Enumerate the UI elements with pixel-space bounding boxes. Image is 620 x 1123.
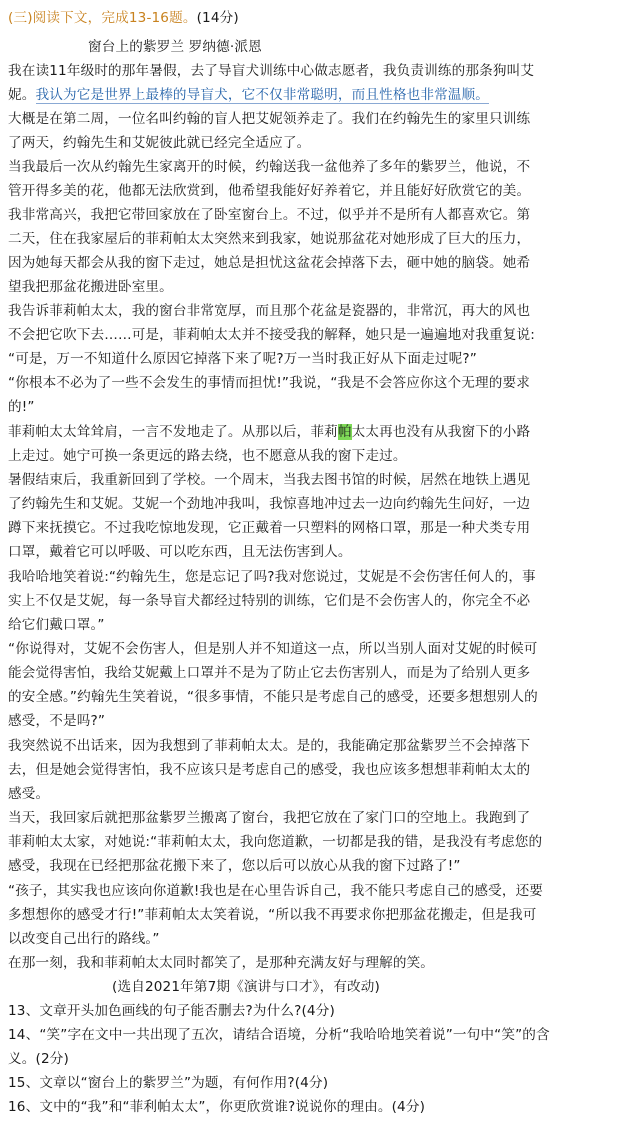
paragraph-line: 我告诉菲莉帕太太，我的窗台非常宽厚，而且那个花盆是瓷器的，非常沉，再大的风也 xyxy=(8,303,531,319)
paragraph-line: 蹲下来抚摸它。不过我吃惊地发现，它正戴着一只塑料的网格口罩，那是一种犬类专用 xyxy=(8,520,531,536)
paragraph-line: 我在读11年级时的那年暑假，去了导盲犬训练中心做志愿者，我负责训练的那条狗叫艾 xyxy=(8,63,535,79)
line-text: 太太再也没有从我窗下的小路 xyxy=(351,424,531,440)
paragraph-line: 以改变自己出行的路线。” xyxy=(8,931,160,947)
paragraph-line: 当我最后一次从约翰先生家离开的时候，约翰送我一盆他养了多年的紫罗兰，他说，不 xyxy=(8,159,531,175)
paragraph-line: 暑假结束后，我重新回到了学校。一个周末，当我去图书馆的时候，居然在地铁上遇见 xyxy=(8,472,531,488)
paragraph-line: 实上不仅是艾妮，每一条导盲犬都经过特别的训练，它们是不会伤害人的，你完全不必 xyxy=(8,593,531,609)
paragraph-line: 能会觉得害怕，我给艾妮戴上口罩并不是为了防止它去伤害别人，而是为了给别人更多 xyxy=(8,665,531,681)
paragraph-line: 当天，我回家后就把那盆紫罗兰搬离了窗台，我把它放在了家门口的空地上。我跑到了 xyxy=(8,810,531,826)
paragraph-line: “可是，万一不知道什么原因它掉落下来了呢?万一当时我正好从下面走过呢?” xyxy=(8,351,477,367)
paragraph-line: 二天，住在我家屋后的菲莉帕太太突然来到我家，她说那盆花对她形成了巨大的压力， xyxy=(8,231,531,247)
question-14-continued: 义。(2分) xyxy=(8,1051,69,1067)
paragraph-line: 给它们戴口罩。” xyxy=(8,617,105,633)
line-text: 菲莉帕太太耸耸肩，一言不发地走了。从那以后，菲莉 xyxy=(8,424,338,440)
underlined-sentence: 我认为它是世界上最棒的导盲犬，它不仅非常聪明，而且性格也非常温顺。 xyxy=(35,87,490,103)
question-16: 16、文中的“我”和“菲利帕太太”，你更欣赏谁?说说你的理由。(4分) xyxy=(8,1099,426,1115)
paragraph-line: 的安全感。”约翰先生笑着说，“很多事情，不能只是考虑自己的感受，还要多想想别人的 xyxy=(8,689,538,705)
paragraph-line: 多想想你的感受才行!”菲莉帕太太笑着说，“所以我不再要求你把那盆花搬走，但是我可 xyxy=(8,907,537,923)
question-15: 15、文章以“窗台上的紫罗兰”为题，有何作用?(4分) xyxy=(8,1075,329,1091)
paragraph-line: 去，但是她会觉得害怕，我不应该只是考虑自己的感受，我也应该多想想菲莉帕太太的 xyxy=(8,762,531,778)
paragraph-line: 上走过。她宁可换一条更远的路去绕，也不愿意从我的窗下走过。 xyxy=(8,448,407,464)
paragraph-line xyxy=(8,84,612,106)
paragraph-line: 因为她每天都会从我的窗下走过，她总是担忧这盆花会掉落下去，砸中她的脑袋。她希 xyxy=(8,255,531,271)
paragraph-line: 的!” xyxy=(8,399,35,415)
article-title: 窗台上的紫罗兰 罗纳德·派恩 xyxy=(88,39,262,55)
question-13: 13、文章开头加色画线的句子能否删去?为什么?(4分) xyxy=(8,1003,335,1019)
paragraph-line: 我突然说不出话来，因为我想到了菲莉帕太太。是的，我能确定那盆紫罗兰不会掉落下 xyxy=(8,738,531,754)
paragraph-line: 了两天，约翰先生和艾妮彼此就已经完全适应了。 xyxy=(8,135,311,151)
paragraph-line: 感受。 xyxy=(8,786,50,802)
paragraph-line: 大概是在第二周，一位名叫约翰的盲人把艾妮领养走了。我们在约翰先生的家里只训练 xyxy=(8,111,531,127)
paragraph-line: 口罩，戴着它可以呼吸、可以吃东西，且无法伤害到人。 xyxy=(8,544,352,560)
paragraph-line: 不会把它吹下去……可是，菲莉帕太太并不接受我的解释，她只是一遍遍地对我重复说: xyxy=(8,327,535,343)
section-instruction: (三)阅读下文，完成13-16题。 xyxy=(8,10,197,26)
highlighted-char: 帕 xyxy=(337,424,352,440)
question-14: 14、“笑”字在文中一共出现了五次，请结合语境，分析“我哈哈地笑着说”一句中“笑”的含 xyxy=(8,1027,550,1043)
paragraph-line xyxy=(8,421,612,443)
paragraph-line: 感受，我现在已经把那盆花搬下来了，您以后可以放心从我的窗下过路了!” xyxy=(8,858,461,874)
section-header xyxy=(8,7,612,29)
source-citation: (选自2021年第7期《演讲与口才》，有改动) xyxy=(112,979,380,995)
section-score: (14分) xyxy=(196,10,239,26)
paragraph-line: 管开得多美的花，他都无法欣赏到，他希望我能好好养着它，并且能好好欣赏它的美。 xyxy=(8,183,531,199)
paragraph-line: 望我把那盆花搬进卧室里。 xyxy=(8,279,173,295)
paragraph-line: 我哈哈地笑着说:“约翰先生，您是忘记了吗?我对您说过，艾妮是不会伤害任何人的，事 xyxy=(8,569,536,585)
paragraph-line: “你说得对，艾妮不会伤害人，但是别人并不知道这一点，所以当别人面对艾妮的时候可 xyxy=(8,641,538,657)
paragraph-line: 在那一刻，我和菲莉帕太太同时都笑了，是那种充满友好与理解的笑。 xyxy=(8,955,435,971)
line-text: 妮。 xyxy=(8,87,36,103)
paragraph-line: “你根本不必为了一些不会发生的事情而担忧!”我说，“我是不会答应你这个无理的要求 xyxy=(8,375,530,391)
paragraph-line: 了约翰先生和艾妮。艾妮一个劲地冲我叫，我惊喜地冲过去一边向约翰先生问好，一边 xyxy=(8,496,531,512)
paragraph-line: 感受，不是吗?” xyxy=(8,713,106,729)
paragraph-line: 我非常高兴，我把它带回家放在了卧室窗台上。不过，似乎并不是所有人都喜欢它。第 xyxy=(8,207,531,223)
paragraph-line: 菲莉帕太太家，对她说:“菲莉帕太太，我向您道歉，一切都是我的错，是我没有考虑您的 xyxy=(8,834,543,850)
paragraph-line: “孩子，其实我也应该向你道歉!我也是在心里告诉自己，我不能只考虑自己的感受，还要 xyxy=(8,883,544,899)
